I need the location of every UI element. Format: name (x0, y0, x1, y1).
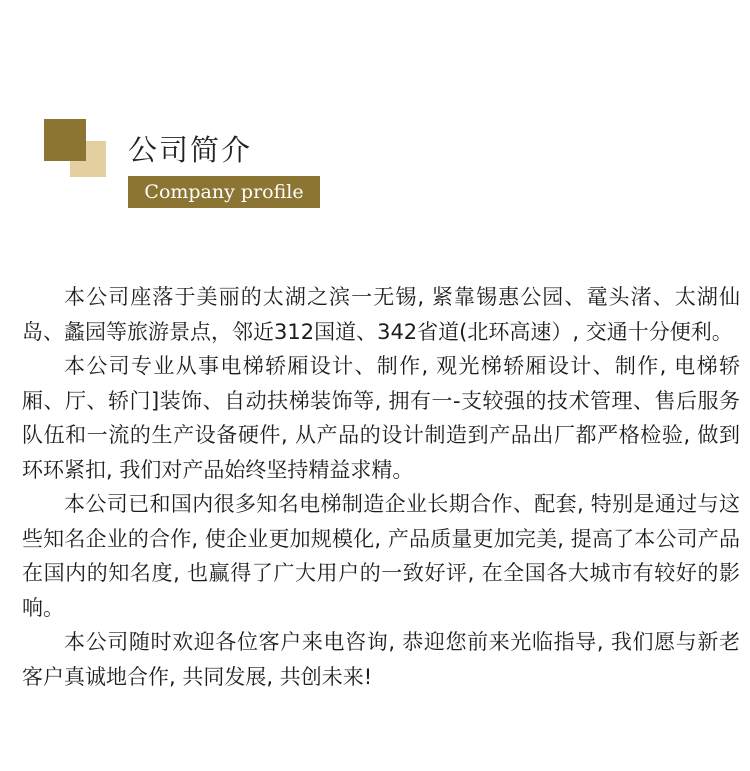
paragraph-partners: 本公司已和国内很多知名电梯制造企业长期合作、配套, 特别是通过与这些知名企业的合作, 使企业更加规模化, 产品质量更加完美, 提高了本公司产品在国内的知名度, 也赢得了广大用户的一致好评, 在全国各大城市有较好的影响。 (22, 492, 740, 620)
profile-content (22, 280, 740, 694)
page-title: 公司简介 (128, 133, 253, 167)
subtitle-badge: Company profile (128, 176, 320, 208)
paragraph-business: 本公司专业从事电梯轿厢设计、制作, 观光梯轿厢设计、制作, 电梯轿厢、厅、轿门]装饰、自动扶梯装饰等, 拥有一-支较强的技术管理、售后服务队伍和一流的生产设备硬件, 从产品的设计制造到产品出厂都严格检验, 做到环环紧扣, 我们对产品始终坚持精益求精。 (22, 354, 740, 482)
logo-square-dark (44, 119, 86, 161)
section-logo-icon (44, 119, 108, 179)
paragraph-location: 本公司座落于美丽的太湖之滨一无锡, 紧靠锡惠公园、鼋头渚、太湖仙岛、蠡园等旅游景点，邻近312国道、342省道(北环高速）, 交通十分便利。 (22, 285, 740, 344)
paragraph-welcome: 本公司随时欢迎各位客户来电咨询, 恭迎您前来光临指导, 我们愿与新老客户真诚地合作, 共同发展, 共创未来! (22, 630, 740, 689)
